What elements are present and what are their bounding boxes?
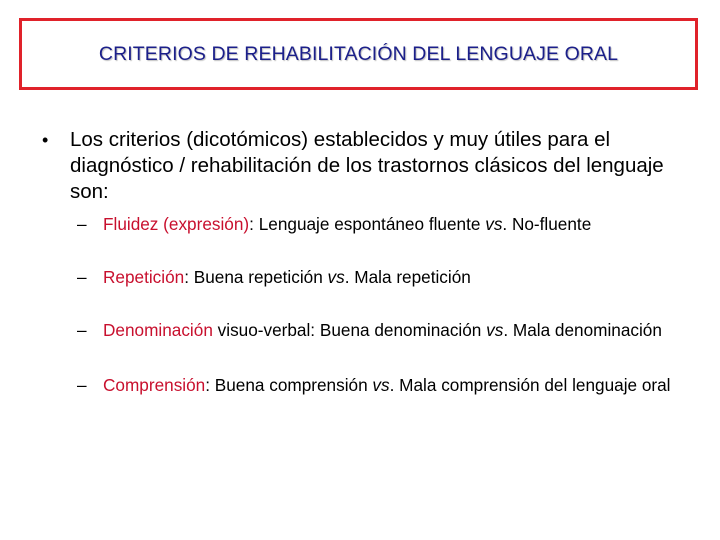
title-box — [19, 18, 698, 90]
criterion-vs: vs — [372, 375, 390, 395]
bullet-icon: • — [42, 130, 49, 150]
criterion-term: Fluidez (expresión) — [103, 214, 250, 234]
criterion-text-end: . Mala repetición — [344, 267, 471, 287]
criterion-naming — [75, 320, 700, 341]
slide-content — [40, 127, 700, 428]
criterion-text-end: . Mala comprensión del lenguaje oral — [389, 375, 671, 395]
criterion-text: visuo-verbal: Buena denominación — [212, 320, 487, 340]
dash-icon: – — [77, 375, 87, 395]
criterion-vs: vs — [327, 267, 345, 287]
dash-icon: – — [77, 214, 87, 234]
dash-icon: – — [77, 320, 87, 340]
criterion-term: Denominación — [103, 320, 213, 340]
criterion-text: : Buena comprensión — [205, 375, 373, 395]
criterion-term: Comprensión — [103, 375, 206, 395]
criteria-list — [75, 214, 700, 396]
criterion-text: : Lenguaje espontáneo fluente — [249, 214, 486, 234]
criterion-repetition — [75, 267, 700, 288]
criterion-text-end: . Mala denominación — [503, 320, 662, 340]
slide-title: CRITERIOS DE REHABILITACIÓN DEL LENGUAJE ORAL — [98, 42, 619, 65]
main-bullet — [40, 127, 700, 205]
criterion-term: Repetición — [103, 267, 185, 287]
dash-icon: – — [77, 267, 87, 287]
criterion-fluency — [75, 214, 700, 235]
criterion-vs: vs — [486, 320, 504, 340]
criterion-vs: vs — [485, 214, 503, 234]
criterion-comprehension — [75, 375, 700, 396]
criterion-text-end: . No-fluente — [502, 214, 592, 234]
main-bullet-text: Los criterios (dicotómicos) establecidos y muy útiles para el diagnóstico / rehabilitación de los trastornos clásicos del lenguaje son: — [70, 128, 664, 203]
criterion-text: : Buena repetición — [184, 267, 328, 287]
